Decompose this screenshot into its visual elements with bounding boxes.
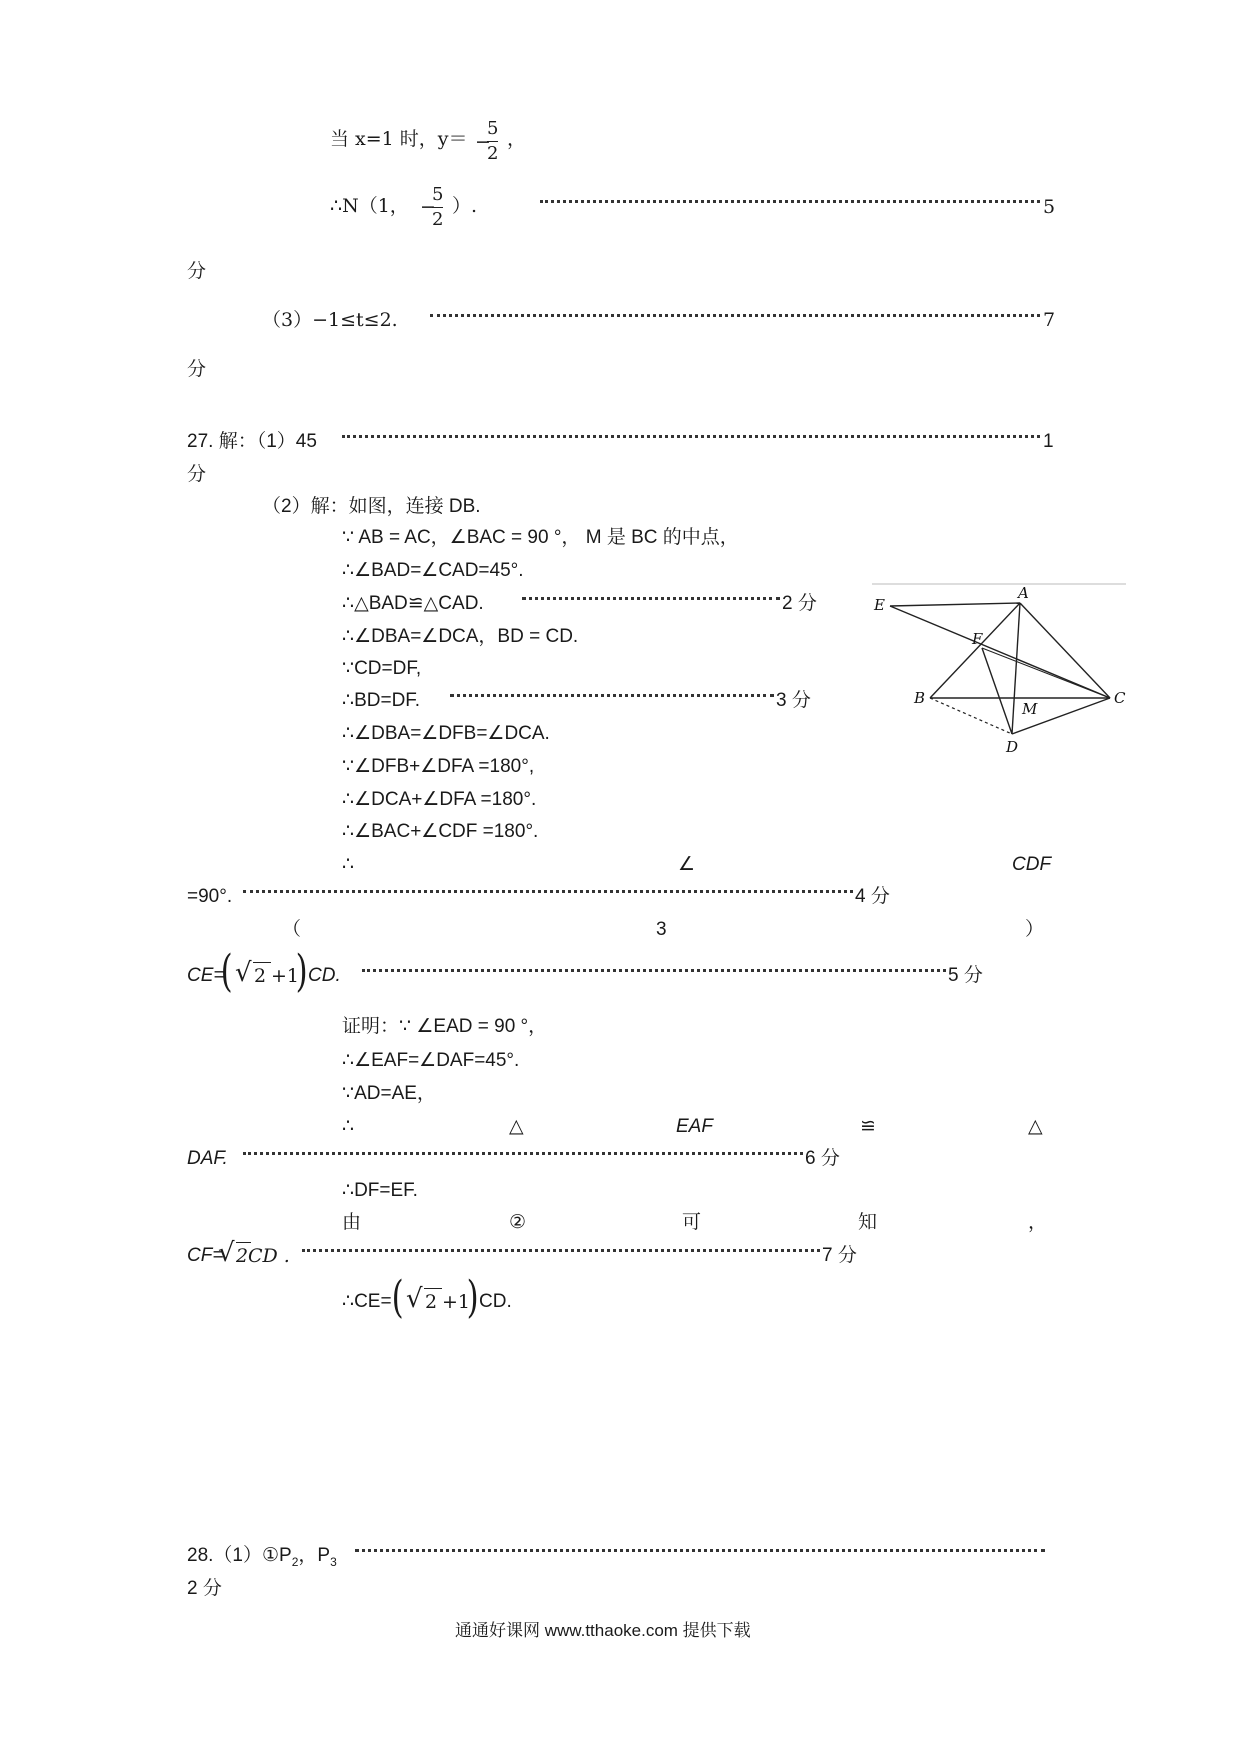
dot-leader [302,1249,820,1252]
cf-prefix: CF= [187,1245,224,1266]
label-B: B [914,689,926,707]
dot-leader [342,435,1040,438]
part-open-paren: （ [282,919,302,940]
label-M: M [1022,700,1038,718]
score-unit: 分 [187,359,207,380]
label-C: C [1114,689,1126,707]
q27-line: ∴△BAD≌△CAD. [342,593,484,614]
cf-suffix: CD . [248,1245,290,1267]
q27-line: ∴ [342,854,355,875]
radical-bar [253,962,271,963]
score-value: 4 分 [855,886,890,907]
final-prefix: ∴CE= [342,1291,392,1312]
q27-line: ∠ [678,854,696,875]
label-A: A [1018,584,1029,602]
plus-one: +1 [271,965,300,987]
frac-den: 2 [432,209,444,230]
q27-line: ∵ AB = AC，∠BAC = 90 °， M 是 BC 的中点， [342,527,739,548]
frac-bar [432,207,443,208]
q26-line1 [330,130,468,149]
q27-line: ∴∠DCA+∠DFA =180°. [342,789,537,810]
q27-line: 知 [858,1212,878,1233]
right-paren: ) [295,946,308,997]
dot-leader [243,890,853,893]
q26-line1-suffix: ， [507,128,527,150]
radical-sign: √ [218,1238,235,1268]
left-paren: ( [391,1272,404,1323]
dot-leader [362,969,946,972]
radical-sign: √ [406,1284,423,1314]
dot-leader [430,314,1040,317]
label-D: D [1006,738,1019,756]
q28-text: 28.（1）①P [187,1545,292,1566]
segment-EC [890,606,1110,698]
segment-EA [890,603,1020,606]
part-close-paren: ） [1025,919,1045,940]
q27-line: ∵AD=AE， [342,1083,436,1104]
plus-one: +1 [442,1291,471,1313]
left-paren: ( [220,946,233,997]
q27-line: =90°. [187,886,233,907]
right-paren: ) [466,1272,479,1323]
dot-leader [522,597,780,600]
q26-line1-text: 当 x=1 时，y＝ [330,128,468,150]
part-number: 3 [656,919,667,940]
q27-line: DAF. [187,1148,228,1169]
label-E: E [874,596,885,614]
score-value: 5 [1043,196,1056,218]
q26-fraction-2 [432,186,443,229]
q27-line: ∴∠BAC+∠CDF =180°. [342,821,539,842]
radicand: 2 [425,1291,438,1313]
score-value: 6 分 [805,1148,840,1169]
q26-part3: （3）−1≤t≤2. [262,309,398,331]
q27-line: △ [509,1116,524,1137]
score-value: 7 [1043,309,1056,331]
q27-line: ∴BD=DF. [342,690,421,711]
radicand: 2 [254,965,267,987]
q27-line: ∴∠DBA=∠DCA，BD = CD. [342,626,579,647]
radical-bar [236,1242,251,1243]
q27-line: ∴∠BAD=∠CAD=45°. [342,560,524,581]
geometry-figure [870,578,1130,758]
q27-line: ∴∠DBA=∠DFB=∠DCA. [342,723,550,744]
q28-sep: ，P [298,1545,331,1566]
q27-line: ∵CD=DF, [342,658,422,679]
q27-line: ∵∠DFB+∠DFA =180°, [342,756,535,777]
segment-AD [1012,603,1020,734]
segment-FD [982,648,1012,734]
segment-FC [982,648,1110,698]
dot-leader [243,1152,803,1155]
score-value: 7 分 [822,1245,857,1266]
dot-leader [450,694,774,697]
q26-line2-suffix: ）. [452,195,478,217]
q27-line: ② [509,1212,527,1233]
q27-header: 27. 解：（1）45 [187,431,317,452]
q27-line: ， [1028,1212,1048,1233]
q27-line: EAF [676,1116,713,1137]
dot-leader [355,1549,1045,1552]
label-F: F [972,630,983,648]
subscript: 3 [330,1554,337,1569]
segment-BD-dashed [930,698,1012,734]
q27-line: 可 [682,1212,702,1233]
q27-line: ≌ [860,1116,876,1137]
q27-line: ∴ [342,1116,355,1137]
q26-line2 [330,197,409,216]
score-value: 3 分 [776,690,811,711]
dot-leader [540,200,1040,203]
minus-sign-2: − [420,196,436,218]
q27-line: 证明：∵ ∠EAD = 90 °， [342,1016,548,1037]
minus-sign: − [475,131,491,153]
score-value: 2 分 [187,1578,222,1599]
q27-line: △ [1028,1116,1043,1137]
frac-num: 5 [487,118,499,139]
final-suffix: CD. [479,1291,512,1312]
footer-text: 通通好课网 www.tthaoke.com 提供下载 [455,1621,751,1640]
q27-line: CDF [1012,854,1052,875]
q27-line: 由 [342,1212,362,1233]
segment-AC [1020,603,1110,698]
q27-part2-intro: （2）解：如图，连接 DB. [262,496,481,517]
frac-den: 2 [487,143,499,164]
radical-bar [424,1288,442,1289]
score-unit: 分 [187,464,207,485]
frac-num: 5 [432,184,444,205]
score-value: 2 分 [782,593,817,614]
score-unit: 分 [187,261,207,282]
q27-line: ∴DF=EF. [342,1180,418,1201]
segment-AB [930,603,1020,698]
radicand: 2 [236,1245,249,1267]
q27-line: ∴∠EAF=∠DAF=45°. [342,1050,520,1071]
q26-line2-text: ∴N（1， [330,195,409,217]
score-value: 1 [1043,431,1054,452]
ce-suffix: CD. [308,965,341,986]
subscript: 2 [291,1554,299,1569]
radical-sign: √ [235,958,252,988]
ce-prefix: CE= [187,965,225,986]
score-value: 5 分 [948,965,983,986]
q28-line [187,1546,337,1568]
